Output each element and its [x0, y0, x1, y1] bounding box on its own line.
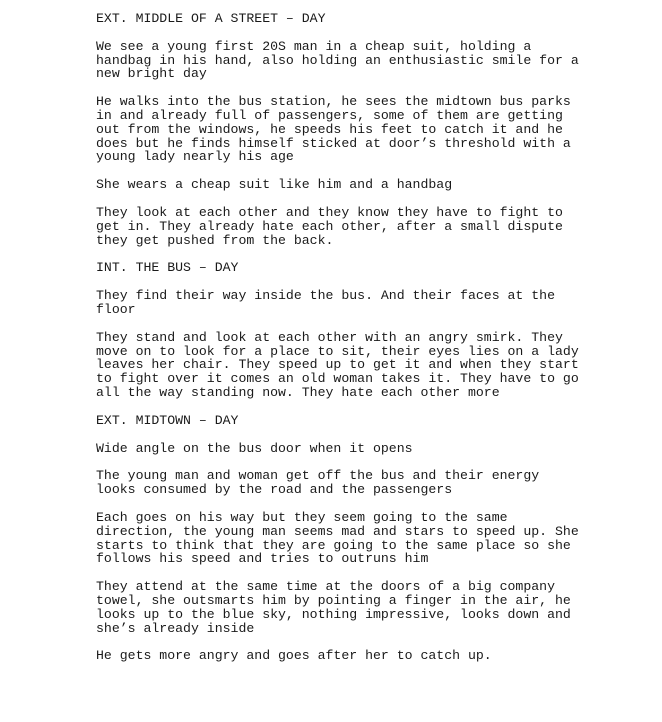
scene-heading: EXT. MIDDLE OF A STREET – DAY — [96, 11, 326, 26]
action-paragraph: She wears a cheap suit like him and a handbag — [96, 177, 453, 193]
action-paragraph: We see a young first 20S man in a cheap suit, holding a handbag in his hand, also holding an enthusiastic smile for a new bright day — [96, 38, 579, 82]
action-paragraph: They look at each other and they know they have to fight to get in. They already hate each other, after a small dispute they get pushed from the back. — [96, 204, 563, 248]
action-paragraph: They stand and look at each other with an angry smirk. They move on to look for a place to sit, their eyes lies on a lady leaves her chair. They speed up to get it and when they start to fight over it comes an old woman takes it. They have to go all the way standing now. They hate each other more — [96, 329, 579, 400]
action-paragraph: He gets more angry and goes after her to catch up. — [96, 648, 492, 664]
action-paragraph: Wide angle on the bus door when it opens — [96, 440, 413, 456]
scene-heading: EXT. MIDTOWN – DAY — [96, 412, 239, 428]
action-paragraph: The young man and woman get off the bus and their energy looks consumed by the road and the passengers — [96, 468, 540, 498]
screenplay-page — [96, 12, 616, 677]
action-paragraph: They find their way inside the bus. And their faces at the floor — [96, 288, 555, 317]
scene-heading: INT. THE BUS – DAY — [96, 260, 239, 276]
action-paragraph: Each goes on his way but they seem going to the same direction, the young man seems mad and stars to speed up. She starts to think that they are going to the same place so she follows his speed and tries to outruns him — [96, 509, 579, 567]
action-paragraph: He walks into the bus station, he sees the midtown bus parks in and already full of passengers, some of them are getting out from the windows, he speeds his feet to catch it and he does but he finds himself sticked at door’s threshold with a young lady nearly his age — [96, 94, 571, 165]
action-paragraph: They attend at the same time at the doors of a big company towel, she outsmarts him by pointing a finger in the air, he looks up to the blue sky, nothing impressive, looks down and she’s already inside — [96, 579, 571, 636]
